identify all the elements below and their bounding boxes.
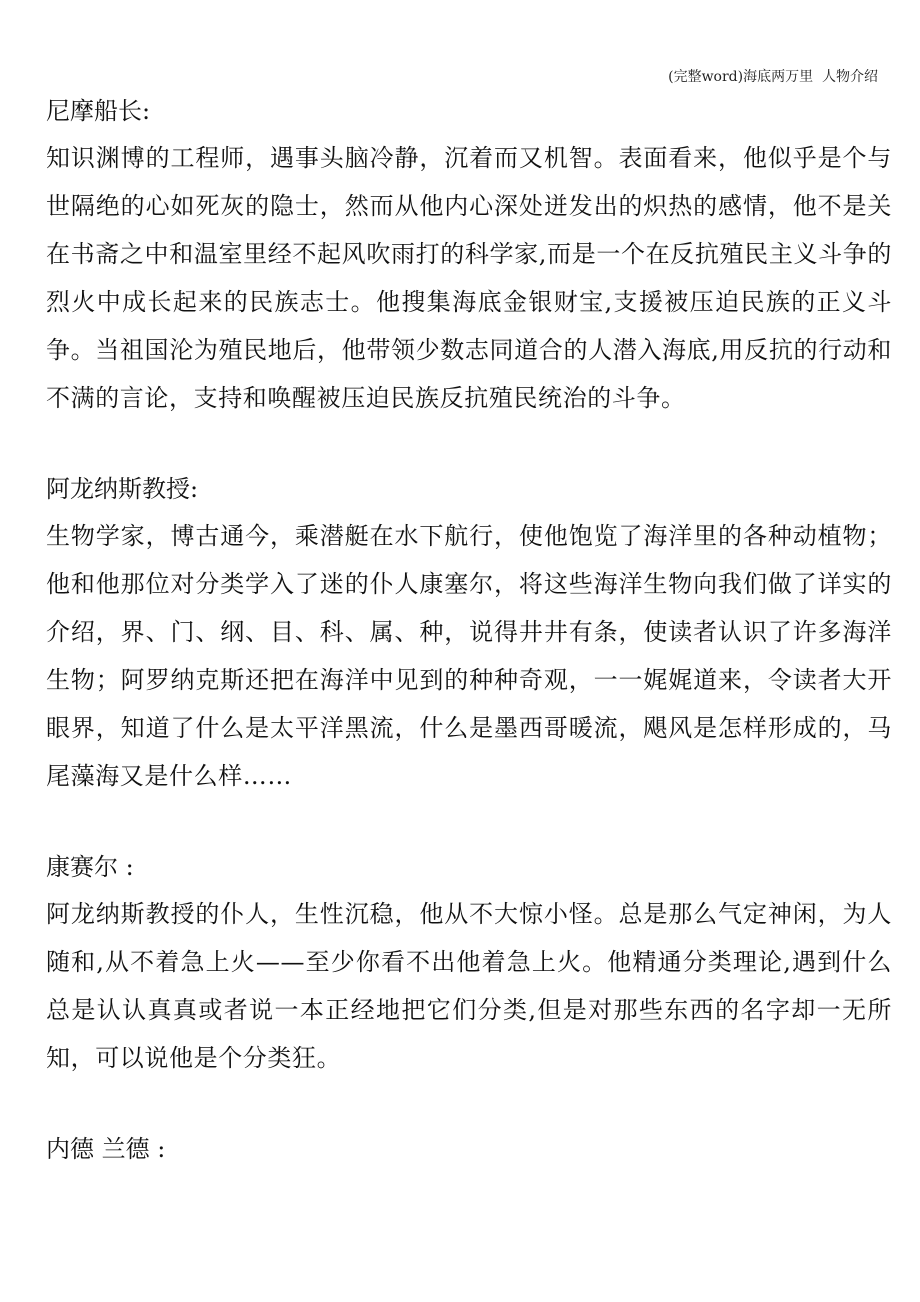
section-conseil — [46, 844, 892, 1082]
section-title: 内德 兰德 : — [46, 1135, 166, 1163]
document-body — [46, 88, 892, 1216]
section-title: 康赛尔 : — [46, 853, 134, 881]
section-ned-land — [46, 1126, 892, 1172]
section-aronnax — [46, 466, 892, 800]
section-text: 生物学家，博古通今，乘潜艇在水下航行，使他饱览了海洋里的各种动植物；他和他那位对分类学入了迷的仆人康塞尔，将这些海洋生物向我们做了详实的介绍，界、门、纲、目、科、属、种，说得井井有条，使读者认识了许多海洋生物；阿罗纳克斯还把在海洋中见到的种种奇观，一一娓娓道来，令读者大开眼界，知道了什么是太平洋黑流，什么是墨西哥暖流，飓风是怎样形成的，马尾藻海又是什么样…… — [46, 522, 892, 790]
section-text: 阿龙纳斯教授的仆人，生性沉稳，他从不大惊小怪。总是那么气定神闲，为人随和,从不着急上火——至少你看不出他着急上火。他精通分类理论,遇到什么总是认认真真或者说一本正经地把它们分类,但是对那些东西的名字却一无所知，可以说他是个分类狂。 — [46, 900, 892, 1072]
page-header: (完整word)海底两万里 人物介绍 — [668, 69, 878, 85]
section-nemo — [46, 88, 892, 422]
section-text: 知识渊博的工程师，遇事头脑冷静，沉着而又机智。表面看来，他似乎是个与世隔绝的心如死灰的隐士，然而从他内心深处迸发出的炽热的感情，他不是关在书斋之中和温室里经不起风吹雨打的科学家,而是一个在反抗殖民主义斗争的烈火中成长起来的民族志士。他搜集海底金银财宝,支援被压迫民族的正义斗争。当祖国沦为殖民地后，他带领少数志同道合的人潜入海底,用反抗的行动和不满的言论，支持和唤醒被压迫民族反抗殖民统治的斗争。 — [46, 144, 892, 412]
section-title: 阿龙纳斯教授: — [46, 475, 199, 503]
section-title: 尼摩船长: — [46, 97, 151, 125]
